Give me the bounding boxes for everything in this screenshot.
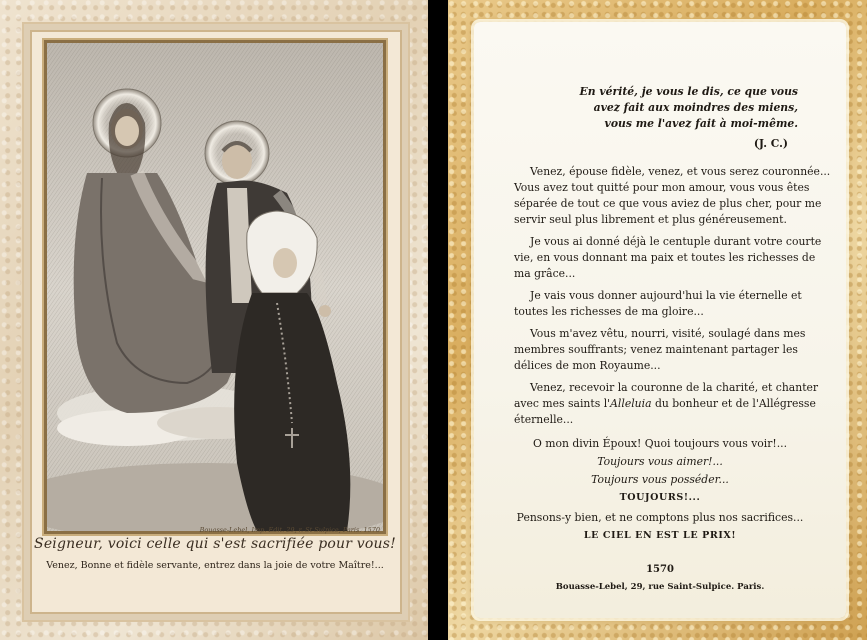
closing-line-6: LE CIEL EN EST LE PRIX! [583, 530, 737, 541]
closing-line-2: Toujours vous aimer!... [597, 455, 723, 468]
holy-card-back [448, 0, 867, 640]
para2-line3: ma grâce... [514, 267, 576, 280]
para1-line4: servir seul plus librement et plus généreusement. [514, 213, 787, 226]
engraving-christ-and-nun [47, 43, 383, 531]
para5-line3: éternelle... [514, 413, 574, 426]
para1-line1: Venez, épouse fidèle, venez, et vous serez couronnée... [530, 165, 831, 178]
para3-line2: toutes les richesses de ma gloire... [514, 305, 704, 318]
quote-line-3: vous me l'avez fait à moi-même. [604, 117, 798, 130]
quote-line-2: avez fait aux moindres des miens, [593, 101, 798, 114]
caption-script: Seigneur, voici celle qui s'est sacrifiée pour vous! [34, 536, 396, 552]
para5-line2 [514, 396, 816, 412]
engraving-credit: Bouasse-Lebel, Imp. Edit. 29, r. St Sulpice, Paris. 1570 [199, 526, 380, 534]
para5-line1: Venez, recevoir la couronne de la charité, et chanter [530, 381, 819, 394]
closing-line-5: Pensons-y bien, et ne comptons plus nos sacrifices... [516, 511, 804, 524]
para4-line1: Vous m'avez vêtu, nourri, visité, soulagé dans mes [530, 327, 806, 340]
para5-line2-alleluia: Alleluia [610, 397, 652, 410]
quote-line-1: En vérité, je vous le dis, ce que vous [579, 85, 798, 98]
caption-subtitle: Venez, Bonne et fidèle servante, entrez dans la joie de votre Maître!... [46, 560, 384, 571]
para1-line3: séparée de tout ce que vous aviez de plus cher, pour me [514, 197, 822, 210]
para1-line2: Vous avez tout quitté pour mon amour, vous vous êtes [514, 181, 810, 194]
holy-card-front [0, 0, 428, 640]
para2-line1: Je vous ai donné déjà le centuple durant votre courte [530, 235, 822, 248]
para4-line2: membres souffrants; venez maintenant partager les [514, 343, 798, 356]
para4-line3: délices de mon Royaume... [514, 359, 661, 372]
text-panel [474, 22, 846, 618]
quote-attribution: (J. C.) [753, 137, 788, 150]
para2-line2: vie, en vous donnant ma paix et toutes les richesses de [514, 251, 816, 264]
para5-line2-pre: avec mes saints l' [514, 397, 611, 410]
publisher-line: Bouasse-Lebel, 29, rue Saint-Sulpice. Paris. [555, 582, 765, 592]
closing-line-1: O mon divin Époux! Quoi toujours vous voir!... [532, 437, 788, 450]
card-number: 1570 [646, 564, 674, 575]
closing-line-4: TOUJOURS!... [619, 492, 701, 503]
engraving-image [44, 40, 386, 534]
para5-line2-post: du bonheur et de l'Allégresse [651, 397, 816, 410]
para3-line1: Je vais vous donner aujourd'hui la vie éternelle et [530, 289, 802, 302]
closing-line-3: Toujours vous posséder... [591, 473, 729, 486]
